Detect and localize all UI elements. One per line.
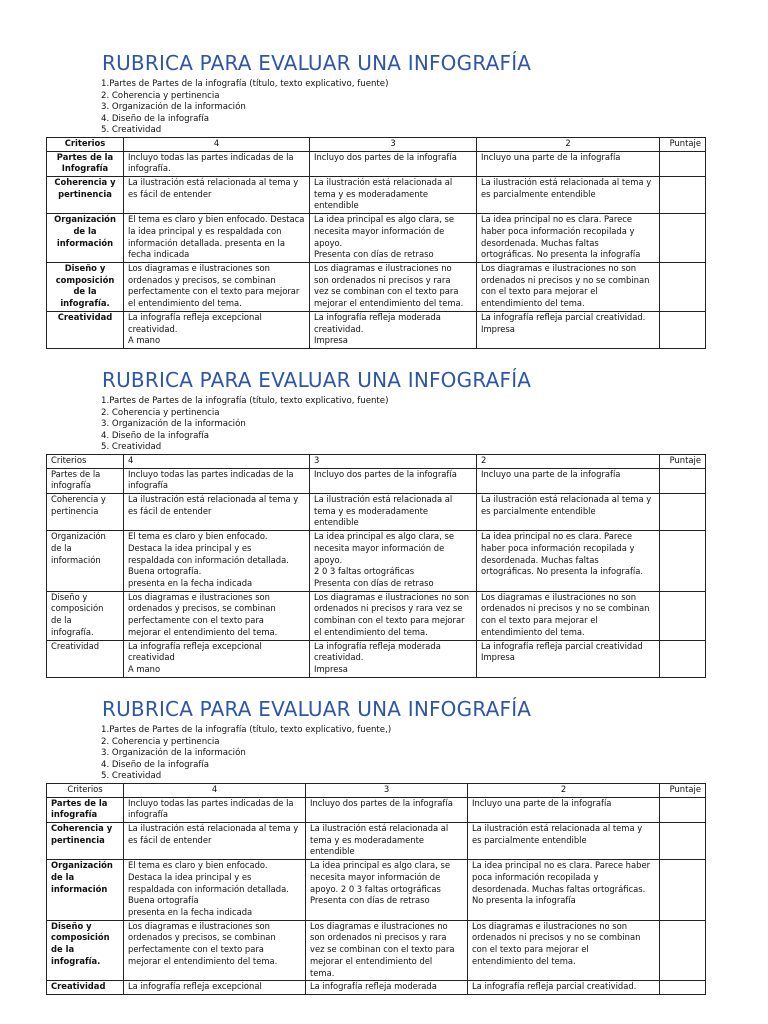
table-header-row [47, 137, 706, 151]
puntaje-cell[interactable] [660, 311, 706, 348]
criterion-cell: Coherencia y pertinencia [47, 823, 124, 860]
score-4-cell: La infografía refleja excepcional [124, 981, 306, 995]
puntaje-cell[interactable] [660, 860, 706, 921]
criterion-cell: Partes de la infografía [47, 468, 124, 493]
criterion-cell: Coherencia y pertinencia [47, 177, 124, 214]
table-header-row [47, 454, 706, 468]
rubric-block-2 [46, 368, 705, 678]
score-4-cell: Incluyo todas las partes indicadas de la infografía [124, 797, 306, 822]
rubric-block-1 [46, 51, 705, 349]
puntaje-cell[interactable] [660, 468, 706, 493]
score-3-cell: La infografía refleja moderada [306, 981, 468, 995]
score-2-cell: Los diagramas e ilustraciones no son ordenados ni precisos y no se combinan con el texto para mejorar el entendimiento del tema. [468, 920, 660, 981]
header-puntaje: Puntaje [660, 454, 706, 468]
list-item: 5. Creatividad [101, 442, 162, 453]
puntaje-cell[interactable] [660, 640, 706, 677]
criterion-cell: Creatividad [47, 311, 124, 348]
list-item: 3. Organización de la información [101, 419, 246, 430]
score-3-cell: La ilustración está relacionada al tema y es moderadamente entendible [306, 823, 468, 860]
table-row [47, 151, 706, 176]
score-4-cell: Incluyo todas las partes indicadas de la infografía [124, 468, 310, 493]
score-3-cell: La idea principal es algo clara, se necesita mayor información de apoyo. Presenta con días de retraso [310, 214, 477, 263]
score-3-cell: Incluyo dos partes de la infografía [310, 468, 477, 493]
score-2-cell: Los diagramas e ilustraciones no son ordenados ni precisos y no se combinan con el texto para mejorar el entendimiento del tema. [477, 591, 660, 640]
list-item: 3. Organización de la información [101, 748, 246, 759]
table-row [47, 214, 706, 263]
puntaje-cell[interactable] [660, 214, 706, 263]
score-3-cell: Incluyo dos partes de la infografía [310, 151, 477, 176]
puntaje-cell[interactable] [660, 823, 706, 860]
table-row [47, 920, 706, 981]
list-item: 1.Partes de Partes de la infografía (título, texto explicativo, fuente,) [101, 725, 392, 735]
table-row [47, 263, 706, 312]
score-3-cell: La ilustración está relacionada al tema y es moderadamente entendible [310, 177, 477, 214]
criteria-list [101, 79, 705, 137]
list-item: 2. Coherencia y pertinencia [101, 736, 220, 747]
score-2-cell: La idea principal no es clara. Parece haber poca información recopilada y desordenada. Muchas faltas ortográficas. No presenta la infografía [468, 860, 660, 921]
score-3-cell: La ilustración está relacionada al tema y es moderadamente entendible [310, 494, 477, 531]
header-score-2: 2 [477, 137, 660, 151]
puntaje-cell[interactable] [660, 920, 706, 981]
table-row [47, 860, 706, 921]
list-item: 1.Partes de Partes de la infografía (título, texto explicativo, fuente) [101, 396, 389, 406]
page-title: RUBRICA PARA EVALUAR UNA INFOGRAFÍA [102, 368, 532, 392]
score-4-cell: El tema es claro y bien enfocado. Destaca la idea principal y es respaldada con información detallada. Buena ortografía. presenta en la fecha indicada [124, 531, 310, 592]
puntaje-cell[interactable] [660, 263, 706, 312]
header-puntaje: Puntaje [660, 137, 706, 151]
criterion-cell: Partes de la Infografía [47, 151, 124, 176]
table-row [47, 531, 706, 592]
table-row [47, 468, 706, 493]
header-criterios: Criterios [47, 454, 124, 468]
score-2-cell: La infografía refleja parcial creatividad. Impresa [477, 311, 660, 348]
score-3-cell: Los diagramas e ilustraciones no son ordenados ni precisos y rara vez se combinan con el texto para mejorar el entendimiento del tema. [310, 591, 477, 640]
table-row [47, 177, 706, 214]
score-2-cell: La infografía refleja parcial creatividad Impresa [477, 640, 660, 677]
rubric-table [46, 137, 706, 349]
header-criterios: Criterios [47, 783, 124, 797]
criterion-cell: Organización de la información [47, 531, 124, 592]
criterion-cell: Diseño y composición de la infografía. [47, 920, 124, 981]
score-4-cell: La ilustración está relacionada al tema y es fácil de entender [124, 177, 310, 214]
list-item: 4. Diseño de la infografía [101, 759, 210, 770]
score-2-cell: Incluyo una parte de la infografía [477, 151, 660, 176]
criterion-cell: Coherencia y pertinencia [47, 494, 124, 531]
header-score-4: 4 [124, 454, 310, 468]
criterion-cell: Diseño y composición de la infografía. [47, 591, 124, 640]
criterion-cell: Diseño y composición de la infografía. [47, 263, 124, 312]
criterion-cell: Organización de la información [47, 860, 124, 921]
header-score-2: 2 [468, 783, 660, 797]
page-title: RUBRICA PARA EVALUAR UNA INFOGRAFÍA [102, 51, 532, 75]
header-score-4: 4 [124, 137, 310, 151]
list-item: 2. Coherencia y pertinencia [101, 407, 220, 418]
table-row [47, 797, 706, 822]
table-header-row [47, 783, 706, 797]
header-score-3: 3 [306, 783, 468, 797]
score-2-cell: La ilustración está relacionada al tema y es parcialmente entendible [477, 494, 660, 531]
score-4-cell: El tema es claro y bien enfocado. Destaca la idea principal y es respaldada con información detallada. Buena ortografía presenta en la fecha indicada [124, 860, 306, 921]
header-score-3: 3 [310, 137, 477, 151]
score-4-cell: La infografía refleja excepcional creatividad A mano [124, 640, 310, 677]
list-item: 4. Diseño de la infografía [101, 430, 210, 441]
list-item: 1.Partes de Partes de la infografía (título, texto explicativo, fuente) [101, 79, 389, 89]
score-4-cell: La ilustración está relacionada al tema y es fácil de entender [124, 494, 310, 531]
header-score-3: 3 [310, 454, 477, 468]
score-3-cell: La infografía refleja moderada creatividad. Impresa [310, 640, 477, 677]
score-2-cell: Incluyo una parte de la infografía [477, 468, 660, 493]
score-3-cell: La infografía refleja moderada creatividad. Impresa [310, 311, 477, 348]
score-3-cell: Los diagramas e ilustraciones no son ordenados ni precisos y rara vez se combinan con el texto para mejorar el entendimiento del tema. [306, 920, 468, 981]
header-score-4: 4 [124, 783, 306, 797]
table-row [47, 640, 706, 677]
score-2-cell: La idea principal no es clara. Parece haber poca información recopilada y desordenada. Muchas faltas ortográficas. No presenta la infografía. [477, 531, 660, 592]
table-row [47, 591, 706, 640]
score-3-cell: La idea principal es algo clara, se necesita mayor información de apoyo. 2 0 3 faltas ortográficas Presenta con días de retraso [310, 531, 477, 592]
score-3-cell: La idea principal es algo clara, se necesita mayor información de apoyo. 2 0 3 faltas ortográficas Presenta con días de retraso [306, 860, 468, 921]
header-score-2: 2 [477, 454, 660, 468]
list-item: 3. Organización de la información [101, 102, 246, 113]
criterion-cell: Partes de la infografía [47, 797, 124, 822]
score-4-cell: La infografía refleja excepcional creatividad. A mano [124, 311, 310, 348]
list-item: 5. Creatividad [101, 771, 162, 782]
score-4-cell: Los diagramas e ilustraciones son ordenados y precisos, se combinan perfectamente con el texto para mejorar el entendimiento del tema. [124, 591, 310, 640]
puntaje-cell[interactable] [660, 531, 706, 592]
puntaje-cell[interactable] [660, 151, 706, 176]
score-3-cell: Los diagramas e ilustraciones no son ordenados ni precisos y rara vez se combinan con el texto para mejorar el entendimiento del tema. [310, 263, 477, 312]
score-3-cell: Incluyo dos partes de la infografía [306, 797, 468, 822]
list-item: 5. Creatividad [101, 125, 162, 136]
score-2-cell: La infografía refleja parcial creatividad. [468, 981, 660, 995]
puntaje-cell[interactable] [660, 591, 706, 640]
score-4-cell: Los diagramas e ilustraciones son ordenados y precisos, se combinan perfectamente con el texto para mejorar el entendimiento del tema. [124, 263, 310, 312]
rubric-block-3 [46, 697, 705, 995]
criteria-list [101, 396, 705, 454]
score-4-cell: Los diagramas e ilustraciones son ordenados y precisos, se combinan perfectamente con el texto para mejorar el entendimiento del tema. [124, 920, 306, 981]
puntaje-cell[interactable] [660, 981, 706, 995]
rubric-table [46, 783, 706, 995]
score-2-cell: La idea principal no es clara. Parece haber poca información recopilada y desordenada. Muchas faltas ortográficas. No presenta la infografía [477, 214, 660, 263]
puntaje-cell[interactable] [660, 494, 706, 531]
score-2-cell: Los diagramas e ilustraciones no son ordenados ni precisos y no se combinan con el texto para mejorar el entendimiento del tema. [477, 263, 660, 312]
score-4-cell: Incluyo todas las partes indicadas de la infografía. [124, 151, 310, 176]
table-row [47, 494, 706, 531]
list-item: 2. Coherencia y pertinencia [101, 90, 220, 101]
table-row [47, 311, 706, 348]
score-2-cell: Incluyo una parte de la infografía [468, 797, 660, 822]
header-criterios: Criterios [47, 137, 124, 151]
criteria-list [101, 725, 705, 783]
header-puntaje: Puntaje [660, 783, 706, 797]
puntaje-cell[interactable] [660, 177, 706, 214]
list-item: 4. Diseño de la infografía [101, 113, 210, 124]
score-2-cell: La ilustración está relacionada al tema y es parcialmente entendible [468, 823, 660, 860]
page-title: RUBRICA PARA EVALUAR UNA INFOGRAFÍA [102, 697, 532, 721]
puntaje-cell[interactable] [660, 797, 706, 822]
score-4-cell: La ilustración está relacionada al tema y es fácil de entender [124, 823, 306, 860]
table-row [47, 981, 706, 995]
criterion-cell: Creatividad [47, 981, 124, 995]
rubric-table [46, 454, 706, 678]
table-row [47, 823, 706, 860]
criterion-cell: Creatividad [47, 640, 124, 677]
score-2-cell: La ilustración está relacionada al tema y es parcialmente entendible [477, 177, 660, 214]
criterion-cell: Organización de la información [47, 214, 124, 263]
score-4-cell: El tema es claro y bien enfocado. Destaca la idea principal y es respaldada con información detallada. presenta en la fecha indicada [124, 214, 310, 263]
